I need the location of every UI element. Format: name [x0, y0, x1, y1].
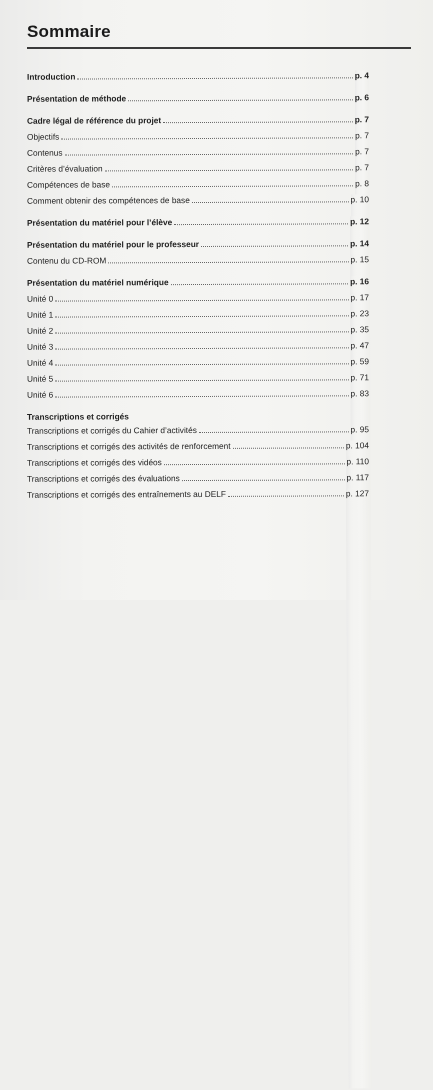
toc-entry — [27, 388, 369, 400]
dot-leader — [55, 372, 348, 381]
toc-section-heading — [27, 410, 369, 422]
toc-entry-label: Présentation du matériel numérique — [26, 277, 169, 288]
toc-entry — [27, 472, 369, 484]
dot-leader — [174, 216, 348, 225]
toc-entry-page: p. 7 — [355, 114, 372, 714]
toc-entry — [27, 372, 369, 384]
dot-leader — [105, 162, 354, 171]
toc-entry-label: Unité 5 — [26, 373, 54, 384]
toc-entry-label: Contenus — [26, 147, 63, 158]
toc-entry — [27, 254, 369, 266]
toc-entry-label: Transcriptions et corrigés des vidéos — [26, 457, 162, 468]
toc-entry — [27, 238, 369, 250]
toc-entry-page: p. 127 — [346, 488, 372, 1088]
dot-leader — [55, 340, 348, 349]
toc-entry-page: p. 12 — [350, 216, 372, 816]
dot-leader — [61, 130, 353, 139]
toc-entry-label: Unité 4 — [26, 357, 54, 368]
toc-entry-label: Compétences de base — [26, 179, 111, 190]
page-title: Sommaire — [27, 22, 111, 41]
toc-entry-page: p. 7 — [355, 130, 371, 730]
toc-entry-label: Cadre légal de référence du projet — [26, 115, 162, 126]
dot-leader — [55, 356, 348, 365]
toc-entry-page: p. 83 — [351, 388, 372, 988]
toc-entry-label: Présentation de méthode — [26, 93, 127, 104]
toc-entry — [27, 92, 369, 104]
toc-entry — [27, 488, 369, 500]
toc-entry-page: p. 47 — [351, 340, 372, 940]
toc-entry-label: Transcriptions et corrigés — [26, 411, 129, 422]
toc-entry-page: p. 110 — [347, 456, 372, 1056]
dot-leader — [55, 292, 348, 301]
toc-entry — [27, 292, 369, 304]
toc-entry-page: p. 23 — [351, 308, 372, 908]
toc-entry-page: p. 71 — [351, 372, 372, 972]
toc-entry — [27, 424, 369, 436]
toc-entry — [27, 324, 369, 336]
toc-entry-page: p. 15 — [351, 254, 372, 854]
toc-entry-page: p. 117 — [347, 472, 372, 1072]
dot-leader — [108, 254, 348, 263]
toc-entry-label: Objectifs — [26, 131, 60, 142]
dot-leader — [112, 178, 353, 187]
dot-leader — [55, 324, 348, 333]
toc-entry-label: Unité 2 — [26, 325, 54, 336]
toc-entry-label: Unité 6 — [26, 389, 54, 400]
toc-entry-page: p. 4 — [355, 70, 372, 670]
toc-entry — [27, 178, 369, 190]
toc-entry — [27, 146, 369, 158]
toc-entry-label: Introduction — [26, 71, 76, 82]
toc-entry-page: p. 95 — [351, 424, 372, 1024]
toc-entry-page: p. 8 — [355, 178, 371, 778]
toc-entry-page: p. 10 — [351, 194, 372, 794]
toc-entry-label: Transcriptions et corrigés du Cahier d’activités — [26, 425, 197, 436]
toc-entry — [27, 456, 369, 468]
dot-leader — [232, 440, 343, 448]
toc-entry-label: Présentation du matériel pour le professeur — [26, 238, 200, 250]
dot-leader — [164, 456, 345, 465]
toc-entry — [27, 70, 369, 82]
dot-leader — [228, 488, 344, 497]
toc-entry-page: p. 104 — [346, 440, 372, 1040]
toc-entry-page: p. 16 — [350, 276, 372, 876]
toc-entry — [27, 114, 369, 126]
toc-entry — [27, 308, 369, 320]
dot-leader — [77, 70, 352, 79]
toc-entry-label: Transcriptions et corrigés des entraînements au DELF — [26, 488, 226, 500]
toc-entry-page: p. 14 — [350, 238, 372, 838]
toc-entry-page: p. 6 — [355, 92, 372, 692]
toc-entry — [27, 216, 369, 228]
toc-entry-page: p. 17 — [351, 292, 372, 892]
dot-leader — [192, 194, 349, 203]
table-of-contents — [27, 71, 369, 500]
toc-entry-label: Critères d’évaluation — [26, 163, 103, 174]
dot-leader — [199, 424, 349, 433]
toc-entry-label: Unité 1 — [26, 309, 54, 320]
toc-entry-label: Présentation du matériel pour l’élève — [26, 217, 173, 228]
title-divider — [27, 47, 411, 49]
toc-entry-label: Comment obtenir des compétences de base — [26, 195, 190, 206]
toc-entry — [27, 194, 369, 206]
dot-leader — [171, 276, 349, 285]
dot-leader — [65, 146, 354, 155]
dot-leader — [128, 92, 353, 101]
dot-leader — [55, 388, 348, 397]
toc-entry-label: Transcriptions et corrigés des évaluations — [26, 473, 180, 484]
toc-entry-page: p. 7 — [355, 162, 371, 762]
toc-entry — [27, 276, 369, 288]
toc-entry-label: Contenu du CD-ROM — [26, 255, 107, 266]
toc-entry — [27, 340, 369, 352]
dot-leader — [55, 308, 348, 317]
toc-entry-label: Transcriptions et corrigés des activités de renforcement — [26, 440, 231, 452]
toc-entry-label: Unité 0 — [26, 293, 54, 304]
toc-entry — [27, 440, 369, 452]
toc-entry — [27, 130, 369, 142]
toc-entry-page: p. 59 — [351, 356, 372, 956]
dot-leader — [182, 472, 345, 481]
toc-entry-page: p. 35 — [351, 324, 372, 924]
toc-entry-label: Unité 3 — [26, 341, 54, 352]
toc-entry-page: p. 7 — [355, 146, 371, 746]
toc-entry — [27, 356, 369, 368]
dot-leader — [163, 114, 353, 123]
toc-entry — [27, 162, 369, 174]
dot-leader — [201, 238, 348, 247]
